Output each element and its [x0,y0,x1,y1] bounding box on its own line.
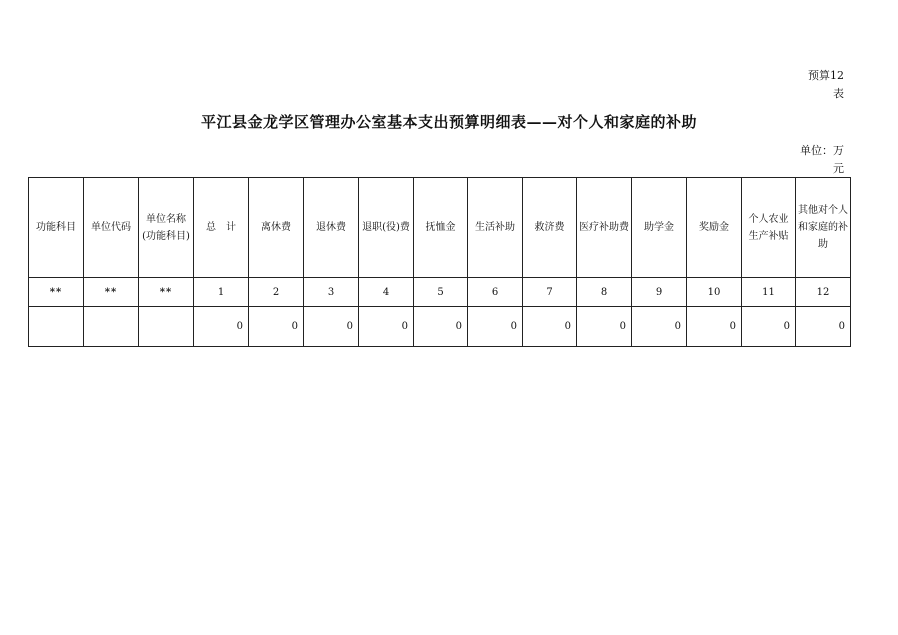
budget-table [28,177,851,347]
column-number-cell: ** [139,278,194,307]
value-cell: 0 [414,307,468,347]
value-cell [29,307,84,347]
header-cell: 单位代码 [84,178,139,278]
header-cell: 生活补助 [468,178,523,278]
column-number-cell: 5 [414,278,468,307]
value-cell: 0 [304,307,359,347]
column-number-cell: 6 [468,278,523,307]
table-number-line2: 表 [833,87,844,100]
column-number-cell: 7 [523,278,577,307]
header-cell: 助学金 [632,178,687,278]
column-number-cell: 1 [194,278,249,307]
header-cell: 救济费 [523,178,577,278]
header-cell: 个人农业生产补贴 [742,178,796,278]
header-cell: 退休费 [304,178,359,278]
value-row [29,307,851,347]
header-cell: 功能科目 [29,178,84,278]
column-number-cell: 3 [304,278,359,307]
unit-label [792,142,844,178]
value-cell: 0 [796,307,851,347]
value-cell [139,307,194,347]
unit-line2: 元 [833,162,844,175]
table-number-tag [804,67,844,103]
column-number-cell: 9 [632,278,687,307]
header-cell: 其他对个人和家庭的补助 [796,178,851,278]
header-cell: 总 计 [194,178,249,278]
column-number-cell: 4 [359,278,414,307]
value-cell: 0 [577,307,632,347]
value-cell [84,307,139,347]
unit-line1: 单位：万 [800,144,844,157]
value-cell: 0 [468,307,523,347]
value-cell: 0 [249,307,304,347]
value-cell: 0 [632,307,687,347]
value-cell: 0 [359,307,414,347]
column-number-cell: ** [84,278,139,307]
header-cell: 离休费 [249,178,304,278]
header-cell: 奖励金 [687,178,742,278]
table-number-line1: 预算12 [808,69,844,82]
column-number-cell: ** [29,278,84,307]
document-title: 平江县金龙学区管理办公室基本支出预算明细表——对个人和家庭的补助 [200,113,697,131]
header-cell: 退职(役)费 [359,178,414,278]
header-row [29,178,851,278]
value-cell: 0 [742,307,796,347]
column-number-cell: 8 [577,278,632,307]
column-number-cell: 10 [687,278,742,307]
value-cell: 0 [194,307,249,347]
value-cell: 0 [523,307,577,347]
column-number-cell: 12 [796,278,851,307]
header-cell: 医疗补助费 [577,178,632,278]
column-number-cell: 2 [249,278,304,307]
value-cell: 0 [687,307,742,347]
column-number-cell: 11 [742,278,796,307]
header-cell: 抚恤金 [414,178,468,278]
column-number-row [29,278,851,307]
header-cell: 单位名称(功能科目) [139,178,194,278]
